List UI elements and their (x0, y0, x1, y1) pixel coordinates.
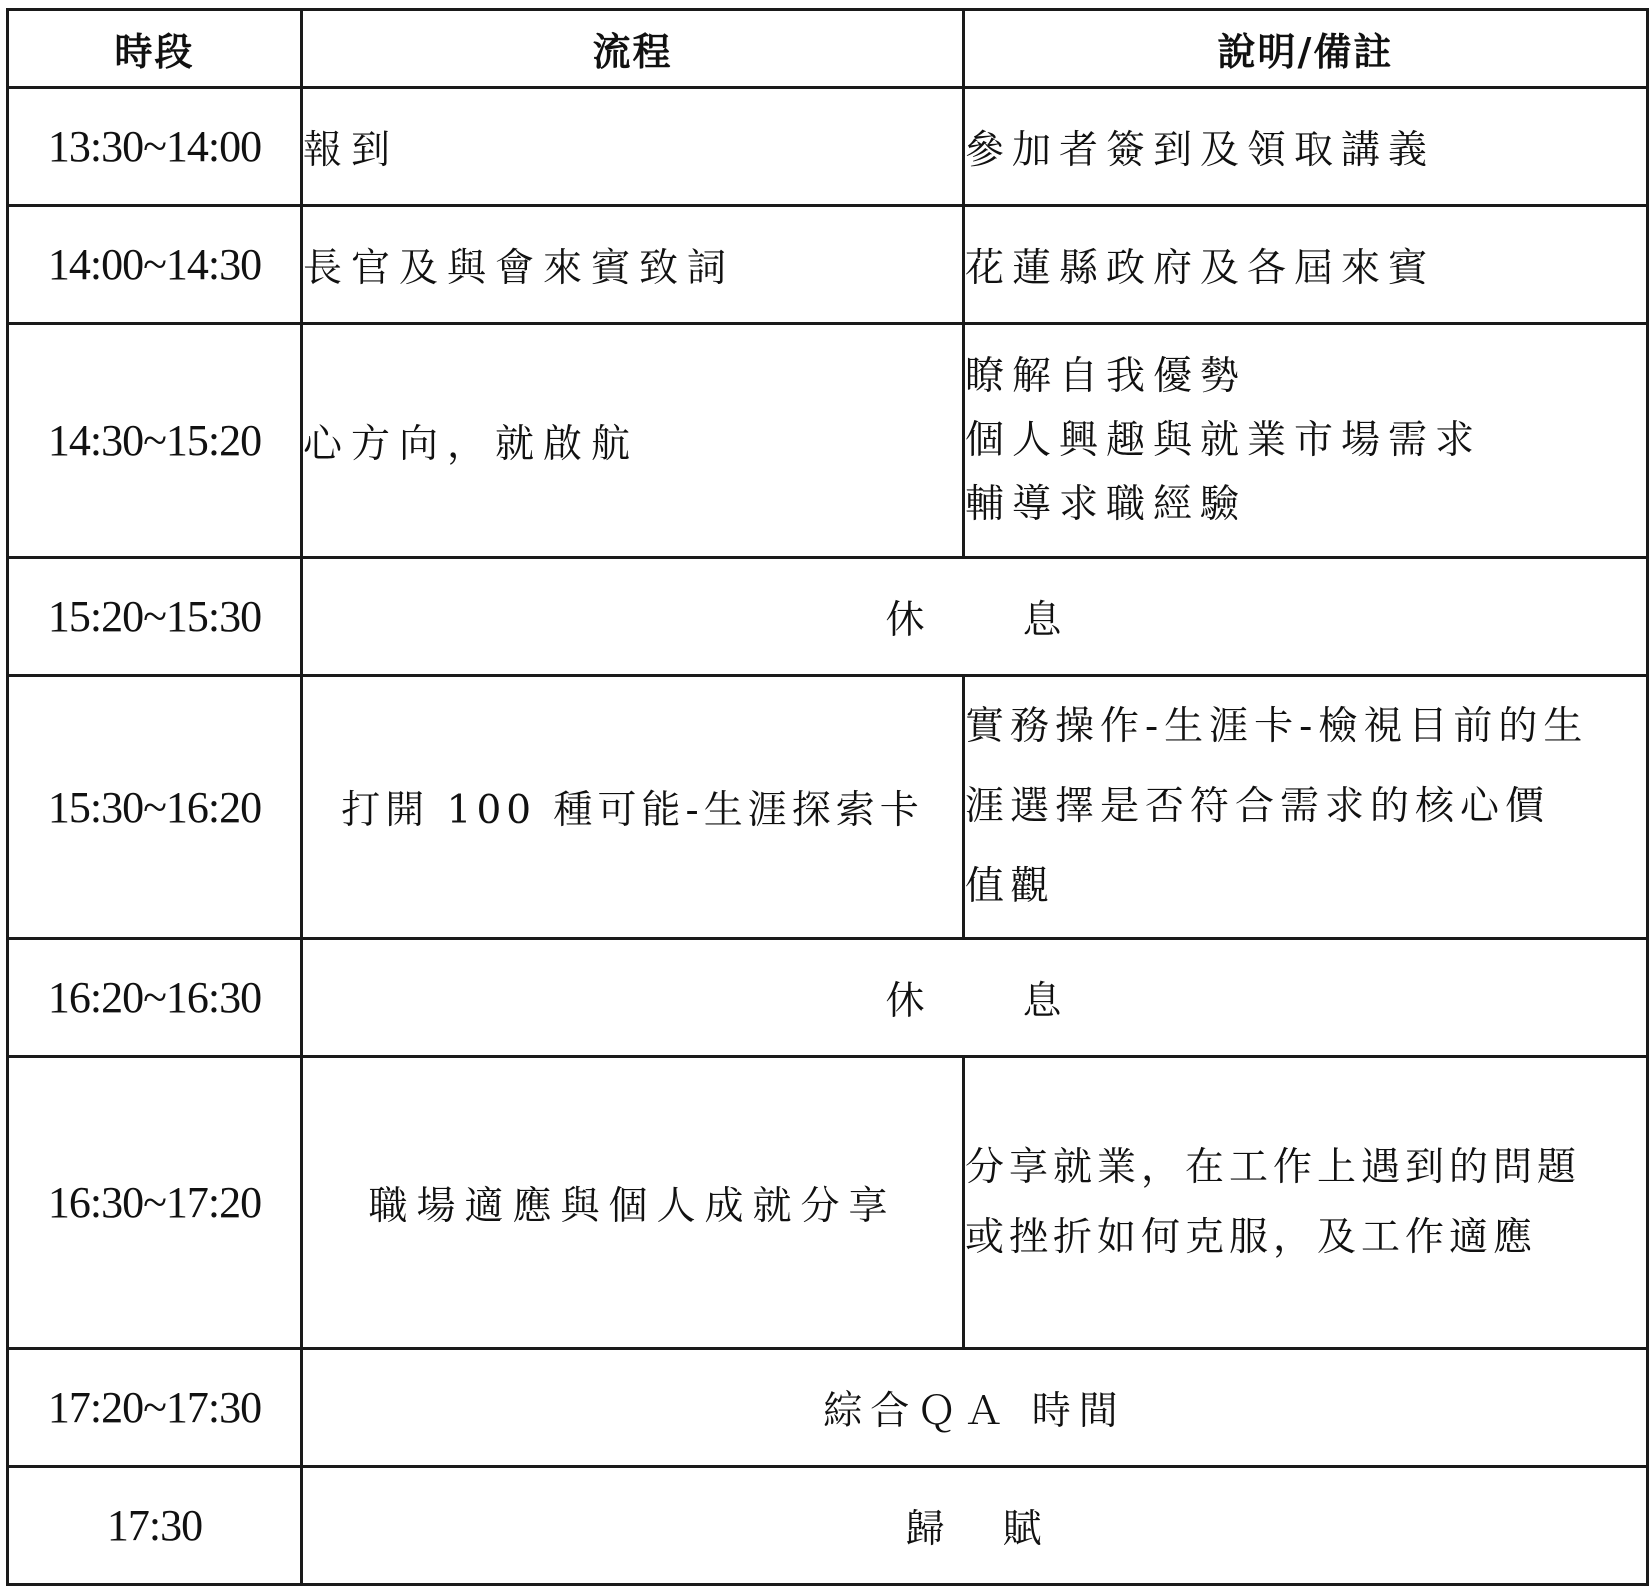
table-row (8, 558, 1648, 676)
table-row (8, 88, 1648, 206)
table-row (8, 939, 1648, 1057)
note-line: 輔導求職經驗 (965, 481, 1248, 527)
table-row (8, 676, 1648, 939)
qa-cell: 綜合ＱＡ 時間 (302, 1349, 1648, 1467)
break-char: 息 (1022, 978, 1064, 1024)
time-cell: 13:30~14:00 (8, 88, 302, 206)
note-line: 實務操作-生涯卡-檢視目前的生 (965, 704, 1589, 749)
note-cell: 花蓮縣政府及各屆來賓 (964, 206, 1648, 324)
closing-char: 賦 (1002, 1506, 1044, 1552)
table-row (8, 206, 1648, 324)
note-line: 涯選擇是否符合需求的核心價 (965, 784, 1551, 829)
table-row (8, 1467, 1648, 1585)
break-cell (302, 939, 1648, 1057)
table-row (8, 324, 1648, 558)
flow-cell: 長官及與會來賓致詞 (302, 206, 964, 324)
note-line: 值觀 (965, 864, 1056, 909)
flow-cell: 報到 (302, 88, 964, 206)
break-cell (302, 558, 1648, 676)
time-cell: 17:30 (8, 1467, 302, 1585)
time-cell: 16:30~17:20 (8, 1057, 302, 1349)
time-cell: 17:20~17:30 (8, 1349, 302, 1467)
note-cell (964, 676, 1648, 939)
note-cell (964, 324, 1648, 558)
flow-cell: 職場適應與個人成就分享 (302, 1057, 964, 1349)
note-line: 個人興趣與就業市場需求 (965, 417, 1483, 463)
note-cell (964, 1057, 1648, 1349)
flow-cell: 打開 100 種可能-生涯探索卡 (302, 676, 964, 939)
time-cell: 15:30~16:20 (8, 676, 302, 939)
table-row (8, 1349, 1648, 1467)
time-cell: 14:30~15:20 (8, 324, 302, 558)
break-char: 休 (885, 978, 927, 1024)
flow-cell: 心方向，就啟航 (302, 324, 964, 558)
schedule-table (6, 8, 1649, 1586)
break-char: 息 (1022, 597, 1064, 643)
closing-char: 歸 (905, 1506, 947, 1552)
header-note: 說明/備註 (964, 10, 1648, 88)
note-line: 瞭解自我優勢 (965, 353, 1248, 399)
note-cell: 參加者簽到及領取講義 (964, 88, 1648, 206)
closing-cell (302, 1467, 1648, 1585)
time-cell: 14:00~14:30 (8, 206, 302, 324)
note-line: 分享就業，在工作上遇到的問題 (965, 1144, 1582, 1190)
header-row (8, 10, 1648, 88)
header-flow: 流程 (302, 10, 964, 88)
time-cell: 16:20~16:30 (8, 939, 302, 1057)
time-cell: 15:20~15:30 (8, 558, 302, 676)
header-time: 時段 (8, 10, 302, 88)
note-line: 或挫折如何克服，及工作適應 (965, 1214, 1538, 1260)
table-row (8, 1057, 1648, 1349)
break-char: 休 (885, 597, 927, 643)
